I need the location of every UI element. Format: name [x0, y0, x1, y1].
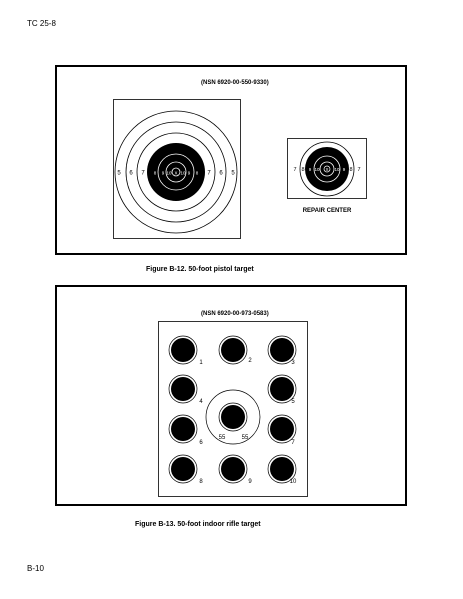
rifle-bull-label: 6 [199, 440, 203, 446]
rifle-bull-label: 8 [199, 479, 203, 485]
repair-center-number: 9 [342, 167, 346, 172]
large-target-number: 10 [180, 170, 186, 176]
figure-b12-caption: Figure B-12. 50-foot pistol target [146, 266, 254, 273]
page-footer: B-10 [27, 564, 44, 573]
rifle-center-bull [221, 405, 245, 429]
repair-center-target [287, 138, 367, 216]
figure-b13-nsn: (NSN 6920-00-973-0583) [201, 311, 269, 317]
repair-center-number: 10 [314, 167, 320, 172]
rifle-bull-label: 5 [291, 399, 295, 405]
large-target-number: 6 [129, 170, 133, 177]
repair-center-number: 7 [357, 167, 361, 173]
rifle-bull [171, 338, 195, 362]
rifle-bull [171, 417, 195, 441]
large-target-number: 7 [207, 170, 211, 177]
figure-b12-frame [55, 65, 407, 255]
rifle-bull [270, 457, 294, 481]
large-target-number: 8 [195, 170, 199, 176]
repair-center-number: 8 [349, 167, 353, 173]
pistol-target-large [113, 99, 241, 239]
rifle-bull [171, 377, 195, 401]
large-target-number: X [174, 170, 178, 176]
page-header: TC 25-8 [27, 19, 56, 28]
large-target-number: 9 [161, 170, 165, 176]
rifle-bull [270, 377, 294, 401]
rifle-bull-label: 2 [248, 358, 252, 364]
rifle-bull-label: 1 [199, 360, 203, 366]
figure-b13-frame [55, 285, 407, 506]
rifle-bull [270, 417, 294, 441]
repair-center-number: X [325, 167, 329, 172]
rifle-target [158, 321, 308, 497]
large-target-number: 6 [219, 170, 223, 177]
large-target-number: 9 [187, 170, 191, 176]
rifle-center-label: 55 [218, 435, 226, 441]
rifle-center-label: 55 [241, 435, 249, 441]
rifle-bull [270, 338, 294, 362]
figure-b12-nsn: (NSN 6920-00-550-9330) [201, 80, 269, 86]
repair-center-number: 7 [293, 167, 297, 173]
repair-center-number: 9 [308, 167, 312, 172]
repair-center-number: 8 [301, 167, 305, 173]
rifle-bull-label: 3 [291, 360, 295, 366]
rifle-bull-label: 4 [199, 399, 203, 405]
rifle-bull [171, 457, 195, 481]
large-target-number: 8 [153, 170, 157, 176]
large-target-number: 10 [166, 170, 172, 176]
rifle-bull-label: 10 [289, 479, 297, 485]
rifle-bull-label: 7 [291, 440, 295, 446]
repair-center-number: 10 [334, 167, 340, 172]
large-target-number: 5 [231, 170, 235, 177]
figure-b13-caption: Figure B-13. 50-foot indoor rifle target [135, 521, 261, 528]
rifle-bull-label: 9 [248, 479, 252, 485]
rifle-bull [221, 457, 245, 481]
repair-center-label: REPAIR CENTER [302, 208, 352, 214]
large-target-number: 7 [141, 170, 145, 177]
rifle-bull [221, 338, 245, 362]
large-target-number: 5 [117, 170, 121, 177]
